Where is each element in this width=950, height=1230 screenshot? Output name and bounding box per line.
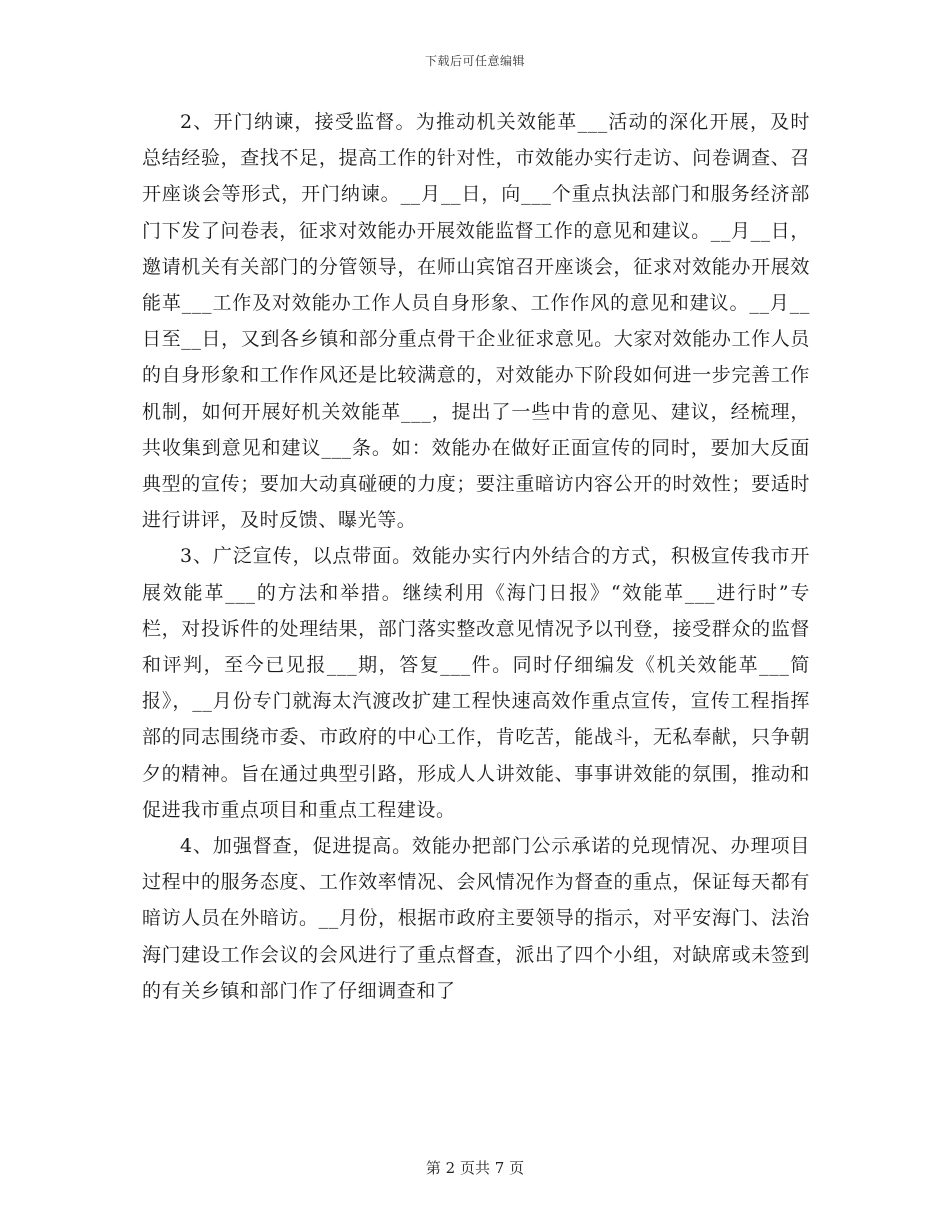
document-body: [142, 104, 810, 1009]
page-header: 下载后可任意编辑: [424, 54, 525, 68]
page-number: 第 2 页共 7 页: [425, 1159, 525, 1177]
paragraph-open-door-supervision: 2、开门纳谏，接受监督。为推动机关效能革___活动的深化开展，及时总结经验，查找不足，提高工作的针对性，市效能办实行走访、问卷调查、召开座谈会等形式，开门纳谏。__月__日，向___个重点执法部门和服务经济部门下发了问卷表，征求对效能办开展效能监督工作的意见和建议。__月__日，邀请机关有关部门的分管领导，在师山宾馆召开座谈会，征求对效能办开展效能革___工作及对效能办工作人员自身形象、工作作风的意见和建议。__月__日至__日，又到各乡镇和部分重点骨干企业征求意见。大家对效能办工作人员的自身形象和工作作风还是比较满意的，对效能办下阶段如何进一步完善工作机制，如何开展好机关效能革___，提出了一些中肯的意见、建议，经梳理，共收集到意见和建议___条。如：效能办在做好正面宣传的同时，要加大反面典型的宣传；要加大动真碰硬的力度；要注重暗访内容公开的时效性；要适时进行讲评，及时反馈、曝光等。: [142, 111, 810, 532]
paragraph-publicity: 3、广泛宣传，以点带面。效能办实行内外结合的方式，积极宣传我市开展效能革___的方法和举措。继续利用《海门日报》“效能革___进行时”专栏，对投诉件的处理结果，部门落实整改意见情况予以刊登，接受群众的监督和评判，至今已见报___期，答复___件。同时仔细编发《机关效能革___简报》，__月份专门就海太汽渡改扩建工程快速高效作重点宣传，宣传工程指挥部的同志围绕市委、市政府的中心工作，肯吃苦，能战斗，无私奉献，只争朝夕的精神。旨在通过典型引路，形成人人讲效能、事事讲效能的氛围，推动和促进我市重点项目和重点工程建设。: [142, 545, 810, 821]
paragraph-inspection: 4、加强督查，促进提高。效能办把部门公示承诺的兑现情况、办理项目过程中的服务态度、工作效率情况、会风情况作为督查的重点，保证每天都有暗访人员在外暗访。__月份，根据市政府主要领导的指示，对平安海门、法治海门建设工作会议的会风进行了重点督查，派出了四个小组，对缺席或未签到的有关乡镇和部门作了仔细调查和了: [142, 835, 810, 1002]
